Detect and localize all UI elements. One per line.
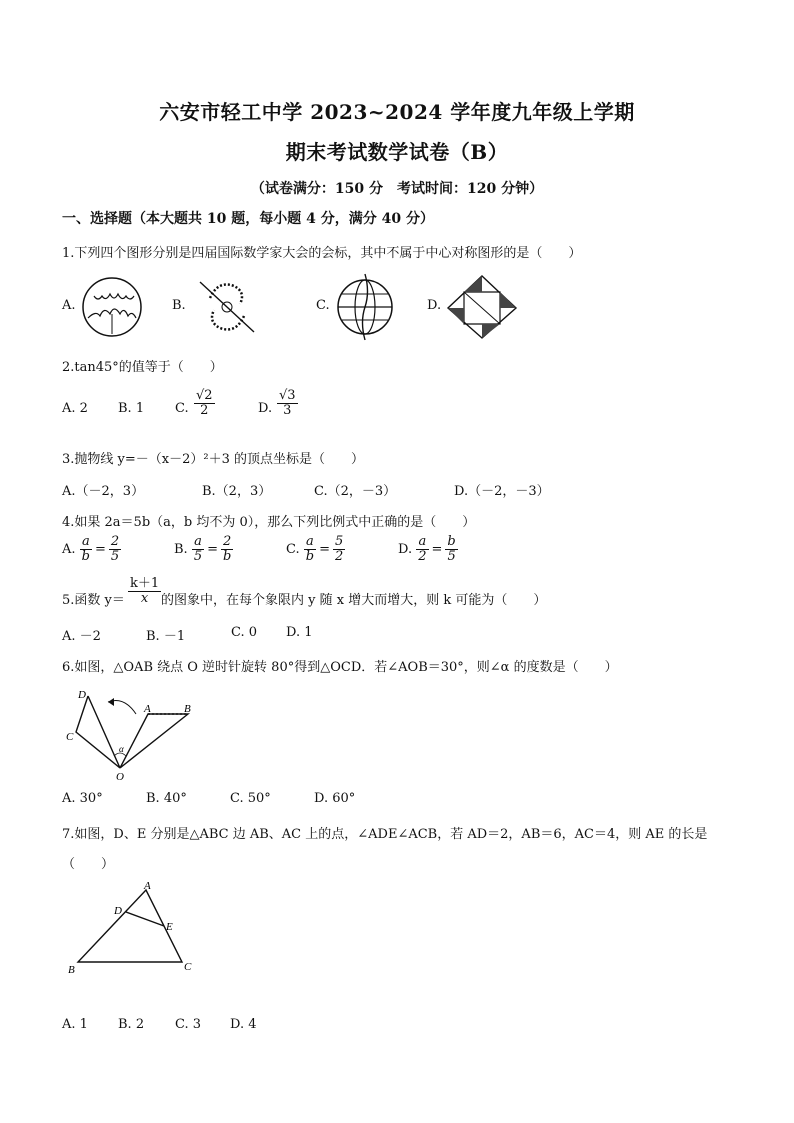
q2-option-d-label: D. (258, 401, 273, 416)
q4-left-denominator: b (305, 549, 315, 564)
q1-figure-c (334, 272, 396, 342)
q5-option-c: C. 0 (231, 625, 258, 640)
q7-label-d: D (114, 905, 122, 917)
q4-right-denominator: 5 (447, 549, 456, 564)
q4-right-denominator: 2 (335, 549, 344, 564)
q7-option-c: C. 3 (175, 1017, 202, 1032)
equals-sign: = (207, 542, 219, 557)
q6-option-d: D. 60° (314, 791, 356, 806)
q2-option-c-fraction (194, 389, 215, 418)
q4-option-label: B. (174, 542, 188, 557)
page-title: 六安市轻工中学 2023~2024 学年度九年级上学期 (159, 100, 635, 124)
q4-right-numerator: 5 (335, 534, 344, 549)
question-2-stem: 2.tan45°的值等于（ ） (62, 360, 223, 375)
q4-left-numerator: a (192, 535, 204, 550)
q7-option-d: D. 4 (230, 1017, 257, 1032)
q7-label-c: C (184, 961, 192, 973)
question-3-stem: 3.抛物线 y=－（x－2）²＋3 的顶点坐标是（ ） (62, 452, 364, 467)
q4-right-numerator: 2 (221, 535, 233, 550)
q6-option-a: A. 30° (62, 791, 103, 806)
question-7-stem-line2: （ ） (62, 857, 115, 872)
q4-right-denominator: b (223, 549, 232, 564)
q5-numerator: k＋1 (130, 576, 160, 591)
q5-fraction (128, 577, 161, 606)
question-7-stem-line1: 7.如图，D、E 分别是△ABC 边 AB、AC 上的点，∠ADE∠ACB，若 AD＝2，AB＝6，AC＝4，则 AE 的长是 (62, 827, 708, 842)
q2-c-denominator: 2 (200, 403, 209, 418)
q4-left-denominator: b (81, 549, 90, 564)
q2-d-numerator: √3 (279, 388, 296, 403)
q7-figure (66, 880, 198, 974)
q1-figure-a (80, 276, 144, 338)
q5-option-a: A. －2 (62, 629, 101, 644)
q7-option-b: B. 2 (118, 1017, 145, 1032)
q2-option-a: A. 2 (62, 401, 88, 416)
q6-label-b: B (184, 703, 191, 715)
q6-figure (64, 686, 200, 782)
q1-option-a-label: A. (62, 298, 76, 313)
q4-right-numerator: b (447, 534, 456, 549)
q4-option-label: C. (286, 542, 300, 557)
q1-option-b-label: B. (172, 298, 186, 313)
q6-label-c: C (66, 731, 74, 743)
q2-option-b: B. 1 (118, 401, 145, 416)
q7-option-a: A. 1 (62, 1017, 88, 1032)
q6-option-c: C. 50° (230, 791, 271, 806)
q3-option-d: D.（－2，－3） (454, 484, 550, 499)
q1-option-d-label: D. (427, 298, 442, 313)
q4-left-numerator: a (80, 535, 92, 550)
q6-label-d: D (78, 689, 86, 701)
q3-option-c: C.（2，－3） (314, 484, 397, 499)
q4-left-numerator: a (416, 535, 428, 550)
q5-denominator: x (140, 591, 149, 606)
q4-option-c (286, 535, 345, 564)
q4-option-a (62, 535, 121, 564)
q7-label-b: B (68, 964, 75, 976)
q5-option-d: D. 1 (286, 625, 313, 640)
q6-label-a: A (144, 703, 151, 715)
q4-left-denominator: 5 (193, 549, 203, 564)
q6-label-alpha: α (119, 744, 124, 754)
q2-option-c-label: C. (175, 401, 189, 416)
q1-figure-d (444, 272, 520, 342)
q2-c-numerator: √2 (196, 388, 213, 403)
question-4-stem: 4.如果 2a＝5b（a，b 均不为 0），那么下列比例式中正确的是（ ） (62, 515, 476, 530)
q7-label-e: E (166, 921, 173, 933)
q4-left-denominator: 2 (418, 549, 427, 564)
q4-left-numerator: a (304, 535, 316, 550)
page-subtitle: 期末考试数学试卷（B） (285, 140, 509, 164)
q4-right-denominator: 5 (110, 549, 120, 564)
q3-option-a: A.（－2，3） (62, 484, 145, 499)
q4-right-numerator: 2 (110, 534, 120, 549)
q7-label-a: A (144, 880, 151, 892)
question-6-stem: 6.如图，△OAB 绕点 O 逆时针旋转 80°得到△OCD．若∠AOB＝30°，则∠α 的度数是（ ） (62, 660, 618, 675)
question-5-prefix: 5.函数 y＝ (62, 593, 125, 608)
q3-option-b: B.（2，3） (202, 484, 272, 499)
q4-option-b (174, 535, 233, 564)
question-1-stem: 1.下列四个图形分别是四届国际数学家大会的会标，其中不属于中心对称图形的是（ ） (62, 246, 582, 261)
q4-option-label: D. (398, 542, 413, 557)
q6-label-o: O (116, 771, 124, 783)
equals-sign: = (319, 542, 330, 557)
q1-option-c-label: C. (316, 298, 330, 313)
exam-info: （试卷满分：150 分 考试时间：120 分钟） (250, 181, 544, 197)
q4-option-label: A. (62, 542, 76, 557)
question-5-suffix: 的图象中，在每个象限内 y 随 x 增大而增大，则 k 可能为（ ） (161, 593, 547, 608)
section-heading: 一、选择题（本大题共 10 题，每小题 4 分，满分 40 分） (62, 211, 434, 227)
q2-d-denominator: 3 (283, 403, 292, 418)
q6-option-b: B. 40° (146, 791, 187, 806)
q5-option-b: B. －1 (146, 629, 186, 644)
equals-sign: = (431, 542, 443, 557)
q4-option-d (398, 535, 458, 564)
equals-sign: = (95, 542, 106, 557)
q2-option-d-fraction (277, 389, 298, 418)
q1-figure-b (196, 276, 258, 338)
